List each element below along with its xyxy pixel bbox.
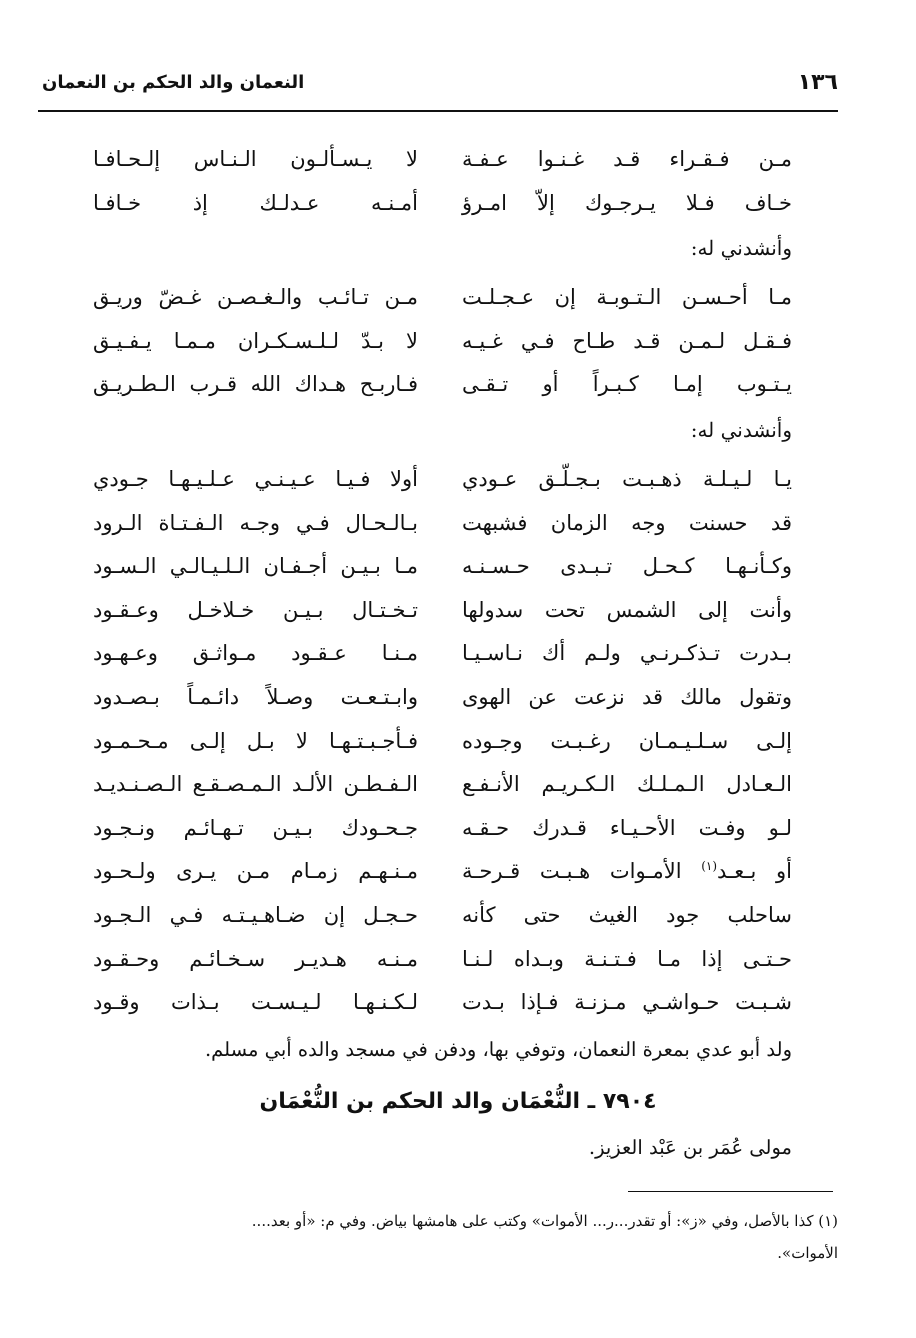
poem-2 — [0, 276, 916, 407]
verse-second-hemistich: بـالـحـال فـي وجـه الـفـتـاة الـرود — [93, 510, 418, 535]
verse-row — [0, 981, 916, 1025]
verse-row — [0, 589, 916, 633]
entry-text: مولى عُمَر بن عَبْد العزيز. — [588, 1136, 792, 1159]
page-number: ١٣٦ — [797, 70, 838, 95]
verse-second-hemistich: مـا بـيـن أجـفـان الـلـيـالـي الـسـود — [93, 554, 418, 579]
verse-row — [0, 138, 916, 182]
verse-first-hemistich: يـتـوب إمـا كـبـراً أو تـقـى — [462, 372, 792, 397]
verse-second-hemistich: وابـتـعـت وصـلاً دائـمـاً بـصـدود — [93, 684, 418, 709]
verse-second-hemistich: مـنـا عـقـود مـواثـق وعـهـود — [93, 641, 418, 666]
verse-text: الأمـوات هـبـت قـرحـة — [462, 859, 702, 884]
verse-first-hemistich: الـعـادل الـمـلـك الـكـريـم الأنـفـع — [462, 772, 792, 797]
verse-row — [0, 676, 916, 720]
verse-first-hemistich: وتقول مالك قد نزعت عن الهوى — [462, 684, 792, 709]
verse-row — [0, 320, 916, 364]
verse-row — [0, 763, 916, 807]
closing-paragraph: ولد أبو عدي بمعرة النعمان، وتوفي بها، ودفن في مسجد والده أبي مسلم. — [204, 1038, 792, 1061]
verse-second-hemistich: لـكـنـهـا لـيـسـت بـذات وقـود — [93, 990, 418, 1015]
verse-second-hemistich: مـن تـائـب والـغـصـن غـضّ وريـق — [93, 285, 418, 309]
verse-first-hemistich: ساحلب جود الغيث حتى كأنه — [462, 902, 792, 927]
poem-intro: وأنشدني له: — [690, 418, 792, 442]
verse-first-hemistich: حـتـى إذا مـا فـتـنـة وبـداه لـنـا — [462, 946, 792, 971]
verse-first-hemistich: مـا أحـسـن الـتـوبـة إن عـجـلـت — [462, 285, 792, 309]
verse-second-hemistich: أولا فـيـا عـيـنـي عـلـيـهـا جـودي — [93, 467, 418, 491]
verse-second-hemistich: فـاربـح هـداك الله قـرب الـطـريـق — [93, 372, 418, 397]
verse-second-hemistich: جـحـودك بـيـن تـهـائـم ونـجـود — [93, 815, 418, 840]
verse-first-hemistich: إلـى سـلـيـمـان رغـبـت وجـوده — [462, 728, 792, 753]
verse-second-hemistich: مـنـهـم زمـام مـن يـرى ولـحـود — [93, 859, 418, 884]
verse-row — [0, 938, 916, 982]
verse-row — [0, 363, 916, 407]
verse-second-hemistich: أمـنـه عـدلـك إذ خـافـا — [93, 190, 418, 215]
verse-row — [0, 894, 916, 938]
verse-row — [0, 182, 916, 226]
verse-first-hemistich: قد حسنت وجه الزمان فشبهت — [462, 510, 792, 535]
verse-row — [0, 632, 916, 676]
verse-row — [0, 807, 916, 851]
verse-second-hemistich: فـأجـبـتـهـا لا بـل إلـى مـحـمـود — [93, 728, 418, 753]
verse-text: أو بـعـد — [717, 859, 792, 884]
verse-row — [0, 276, 916, 320]
verse-first-hemistich: يـا لـيـلـة ذهـبـت بـجـلّـق عـودي — [462, 467, 792, 491]
verse-first-hemistich: وأنت إلى الشمس تحت سدولها — [462, 597, 792, 622]
header-divider — [38, 110, 838, 112]
verse-second-hemistich: تـخـتـال بـيـن خـلاخـل وعـقـود — [93, 597, 418, 622]
verse-row — [0, 850, 916, 894]
verse-second-hemistich: لا يـسـألـون الـنـاس إلـحـافـا — [93, 147, 418, 171]
verse-first-hemistich: مـن فـقـراء قـد غـنـوا عـفـة — [462, 147, 792, 171]
verse-first-hemistich — [462, 850, 792, 893]
verse-second-hemistich: لا بـدّ لـلـسـكـران مـمـا يـفـيـق — [93, 328, 418, 353]
running-title: النعمان والد الحكم بن النعمان — [42, 72, 305, 93]
verse-row — [0, 502, 916, 546]
verse-second-hemistich: مـنـه هـديـر سـخـائـم وحـقـود — [93, 946, 418, 971]
verse-first-hemistich: خـاف فـلا يـرجـوك إلاّ امـرؤ — [462, 190, 792, 215]
footnote-line: الأموات». — [777, 1244, 838, 1262]
footnote-line: (١) كذا بالأصل، وفي «ز»: أو تقدر...ر... الأموات» وكتب على هامشها بياض. وفي م: «أو بعد.... — [251, 1212, 838, 1230]
poem-1 — [0, 138, 916, 225]
verse-first-hemistich: شـبـت حـواشـي مـزنـة فـإذا بـدت — [462, 990, 792, 1015]
verse-row — [0, 545, 916, 589]
footnote-marker: (١) — [701, 859, 718, 874]
verse-first-hemistich: بـدرت تـذكـرنـي ولـم أك نـاسـيـا — [462, 641, 792, 666]
verse-first-hemistich: فـقـل لـمـن قـد طـاح فـي غـيـه — [462, 328, 792, 353]
entry-heading: ٧٩٠٤ ـ النُّعْمَان والد الحكم بن النُّعْمَان — [259, 1089, 657, 1114]
verse-second-hemistich: حـجـل إن ضـاهـيـتـه فـي الـجـود — [93, 902, 418, 927]
poem-3 — [0, 458, 916, 1025]
verse-row — [0, 458, 916, 502]
verse-second-hemistich: الـفـطـن الألـد الـمـصـقـع الـصـنـديـد — [93, 772, 418, 797]
verse-row — [0, 720, 916, 764]
verse-first-hemistich: لـو وفـت الأحـيـاء قـدرك حـقـه — [462, 815, 792, 840]
footnote-divider — [628, 1191, 833, 1192]
poem-intro: وأنشدني له: — [690, 236, 792, 260]
verse-first-hemistich: وكـأنـهـا كـحـل تـبـدى حـسـنـه — [462, 554, 792, 579]
